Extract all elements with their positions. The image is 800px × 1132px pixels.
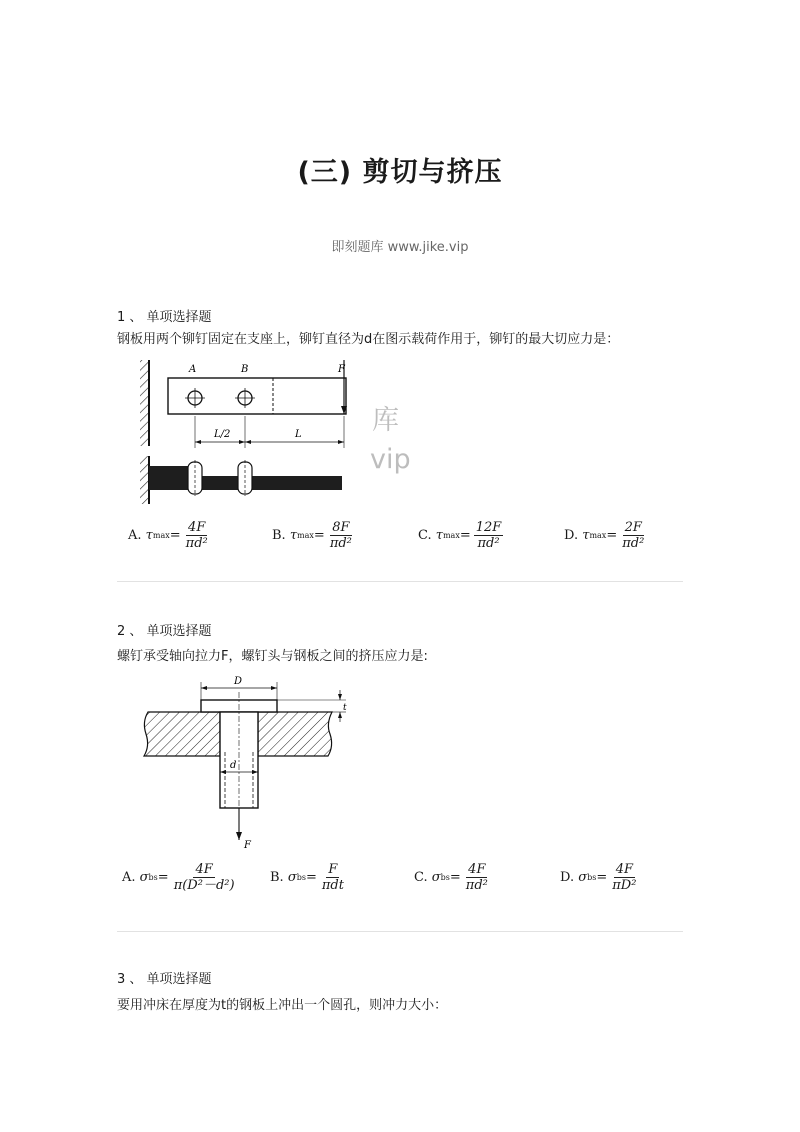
page-title: (三) 剪切与挤压 [297, 157, 503, 188]
question-1-text: 钢板用两个铆钉固定在支座上，铆钉直径为d在图示载荷作用于，铆钉的最大切应力是： [117, 332, 620, 347]
label-b: B [241, 364, 249, 375]
question-1-figure [137, 356, 347, 508]
option-b[interactable]: B. σ bs = $\frac{F}{\text{πdt}}$ [270, 862, 344, 893]
watermark-line1: 库 [372, 405, 399, 436]
question-3-header: 3 、 单项选择题 [117, 972, 212, 987]
wall-hatch [140, 360, 149, 446]
option-d[interactable]: D. σ bs = $\frac{4F}{\text{πD²}}$ [560, 862, 637, 893]
option-a[interactable]: A. σ bs = $\frac{4F}{\text{π(D²－d²)}}$ [122, 862, 235, 893]
label-a: A [189, 364, 197, 375]
page-subtitle: 即刻题库 www.jike.vip [331, 240, 469, 255]
separator-1 [117, 581, 683, 582]
option-b[interactable]: B. τ max = $\frac{8F}{\text{πd²}}$ [272, 520, 352, 551]
label-l-half: L/2 [214, 429, 231, 440]
plate-left [144, 712, 220, 756]
watermark-line2: vip [370, 444, 411, 475]
label-t: t [343, 703, 347, 713]
option-a[interactable]: A. τ max = $\frac{4F}{\text{πd²}}$ [128, 520, 208, 551]
question-1-header: 1 、 单项选择题 [117, 310, 212, 325]
question-2-text: 螺钉承受轴向拉力F，螺钉头与钢板之间的挤压应力是: [117, 649, 428, 664]
question-2-figure [140, 672, 360, 852]
question-2-header: 2 、 单项选择题 [117, 624, 212, 639]
option-c[interactable]: C. σ bs = $\frac{4F}{\text{πd²}}$ [414, 862, 488, 893]
label-big-d: D [234, 676, 243, 687]
question-3-text: 要用冲床在厚度为t的钢板上冲出一个圆孔，则冲力大小： [117, 998, 448, 1013]
label-l: L [295, 429, 302, 440]
label-small-d: d [230, 760, 237, 771]
label-f: F [338, 364, 345, 375]
option-c[interactable]: C. τ max = $\frac{12F}{\text{πd²}}$ [418, 520, 502, 551]
label-force: F [244, 840, 251, 851]
plate-right [258, 712, 332, 756]
separator-2 [117, 931, 683, 932]
option-d[interactable]: D. τ max = $\frac{2F}{\text{πd²}}$ [564, 520, 645, 551]
